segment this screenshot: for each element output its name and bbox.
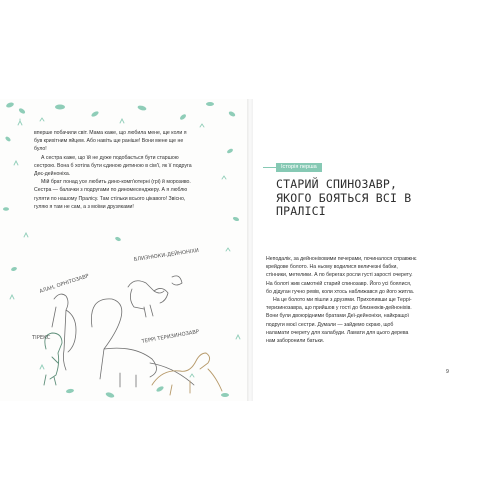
chapter-label: Історія перша — [276, 163, 322, 172]
left-paragraph-2: А сестра каже, що їй не дуже подобається бути старшою сестрою. Вона б хотіла бути єдиною дитиною в сім'ї, як її подруга Деє-дейноніха. — [34, 154, 192, 178]
label-twins: БЛИЗНЮКИ-ДЕЙНОНІХИ — [133, 247, 200, 263]
right-page-text — [266, 255, 418, 345]
left-paragraph-3: Мій брат понад усе любить дино-комп'ютерні (грі) й морозиво. Сестра — балачки з подругами по диномесенджеру. А я люблю гуляти по нашому Пралісу. Там стільки всього цікавого! Звісно, гуляю я там не сам, а з моїми друзяками! — [34, 179, 191, 210]
right-page — [251, 99, 500, 401]
dinosaur-sketch-illustration — [32, 247, 242, 397]
left-paragraph-1: вперше побачили світ. Мама каже, що любила мене, ще коли я був крихітним яйцем. Або навіть ще раніше! Вони мене ще не було! — [34, 130, 187, 153]
book-spread — [0, 99, 500, 401]
chapter-title: СТАРИЙ СПИНОЗАВР, ЯКОГО БОЯТЬСЯ ВСІ В ПРАЛІСІ — [276, 177, 412, 218]
page-number: 9 — [446, 369, 449, 375]
book-gutter — [247, 99, 253, 401]
left-page-text — [34, 129, 192, 211]
label-alan: АЛАН, ОРНІТОЗАВР — [38, 273, 90, 295]
label-terry: ТЕРРІ ТЕРИЗИНОЗАВР — [141, 328, 200, 345]
chapter-label-line — [263, 167, 276, 168]
alan-dino-drawing — [52, 294, 76, 370]
terry-drawing — [152, 353, 222, 395]
right-paragraph-2: На це болото ми пішли з друзями. Прихопивши ще Террі-теризинозавра, що прийшов у гості до близнюків-дейноніхів. Вони були двоюрідними братами Деї-дейноніхи, найкращої подруги моєї сестри. Думали — зайдемо скраю, щоб наламати очерету для халабуди. Ламати для цього дерева нам заборонили батьки. — [266, 297, 412, 345]
label-tyreks: ТІРЕКС — [32, 335, 51, 341]
twins-dino-drawing — [128, 276, 182, 317]
right-paragraph-1: Неподалік, за дейноніховими печерами, починалося справжнє крейдове болото. На ньому водилися величезні бабки, стінники, метелики. А по берегах росли густі зарості очерету. На болоті жив самотній старий спинозавр. Його усі боялися, бо дідуган гучно ревів, коли хтось наближався до його житла. — [266, 256, 417, 295]
